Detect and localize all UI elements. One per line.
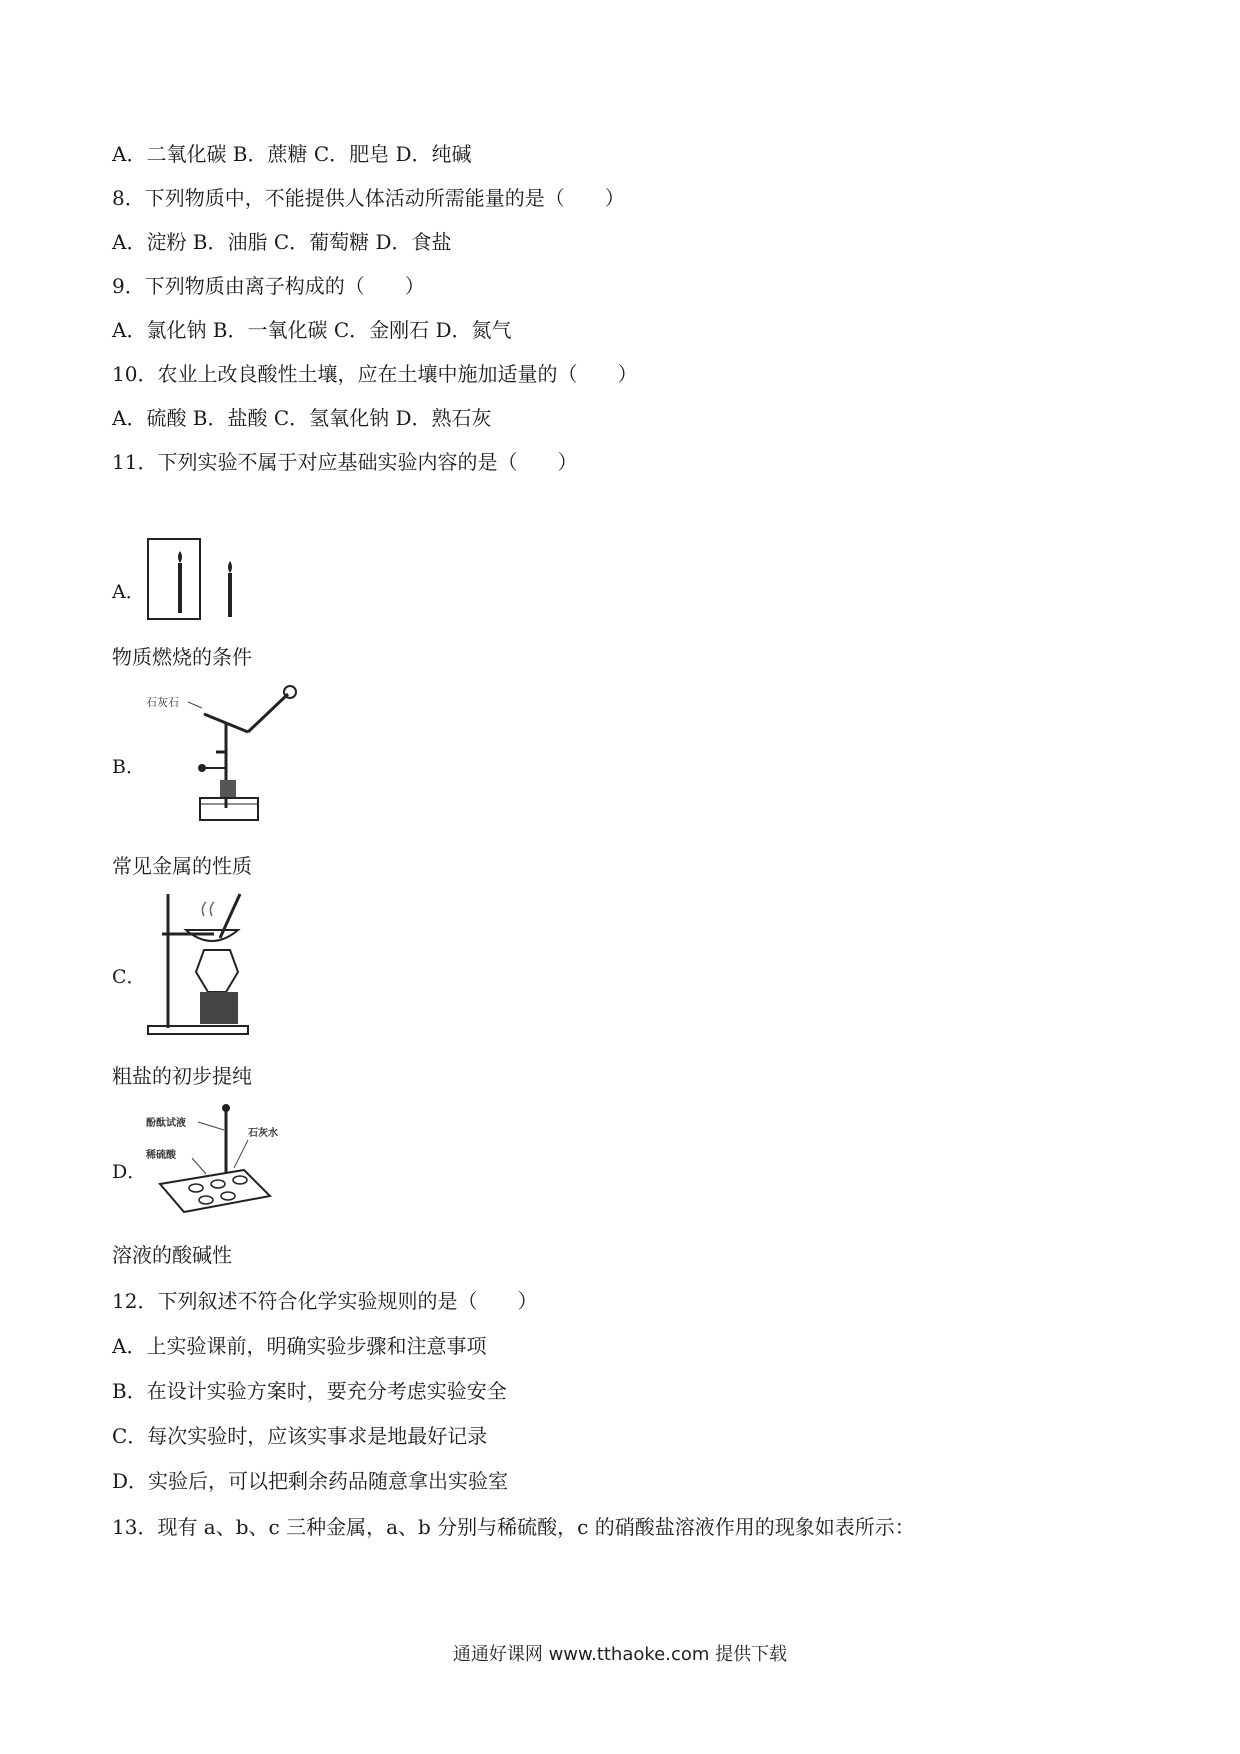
q9-options: A．氯化钠 B．一氧化碳 C．金刚石 D．氮气 [112,318,512,342]
q11-option-c-label: C． [112,966,146,988]
q11-option-d-caption: 溶液的酸碱性 [112,1243,232,1267]
q11-question: 11．下列实验不属于对应基础实验内容的是（ ） [112,450,578,474]
q13-question: 13．现有 a、b、c 三种金属，a、b 分别与稀硫酸，c 的硝酸盐溶液作用的现象如表所示： [112,1515,915,1539]
q9-question: 9．下列物质由离子构成的（ ） [112,274,425,298]
q12-option-c: C．每次实验时，应该实事求是地最好记录 [112,1424,488,1448]
q11-option-b-caption: 常见金属的性质 [112,854,252,878]
b-label: 石灰石 [146,696,179,709]
q8-question: 8．下列物质中，不能提供人体活动所需能量的是（ ） [112,186,625,210]
q11-option-b-label: B． [112,756,145,778]
combustion-figure [140,535,250,625]
footer-download-note: 通通好课网 www.tthaoke.com 提供下载 [452,1644,788,1665]
q11-option-c-caption: 粗盐的初步提纯 [112,1064,252,1088]
q10-question: 10．农业上改良酸性土壤，应在土壤中施加适量的（ ） [112,362,638,386]
q10-options: A．硫酸 B．盐酸 C．氢氧化钠 D．熟石灰 [112,406,492,430]
q12-option-a: A．上实验课前，明确实验步骤和注意事项 [112,1334,487,1358]
evaporation-figure [140,890,270,1040]
q12-option-b: B．在设计实验方案时，要充分考虑实验安全 [112,1379,507,1403]
q12-option-d: D．实验后，可以把剩余药品随意拿出实验室 [112,1469,509,1493]
q8-options: A．淀粉 B．油脂 C．葡萄糖 D．食盐 [112,230,452,254]
q12-question: 12．下列叙述不符合化学实验规则的是（ ） [112,1289,538,1313]
q11-option-a-caption: 物质燃烧的条件 [112,645,252,669]
acid-base-figure [140,1100,300,1220]
d-label1: 酚酞试液 [146,1118,186,1129]
q11-option-d-label: D． [112,1161,147,1183]
d-label3: 稀硫酸 [146,1150,176,1161]
d-label2: 石灰水 [248,1128,278,1139]
q7-options: A．二氧化碳 B．蔗糖 C．肥皂 D．纯碱 [112,142,472,166]
q11-option-a-label: A． [112,581,145,603]
heating-figure [140,680,310,830]
